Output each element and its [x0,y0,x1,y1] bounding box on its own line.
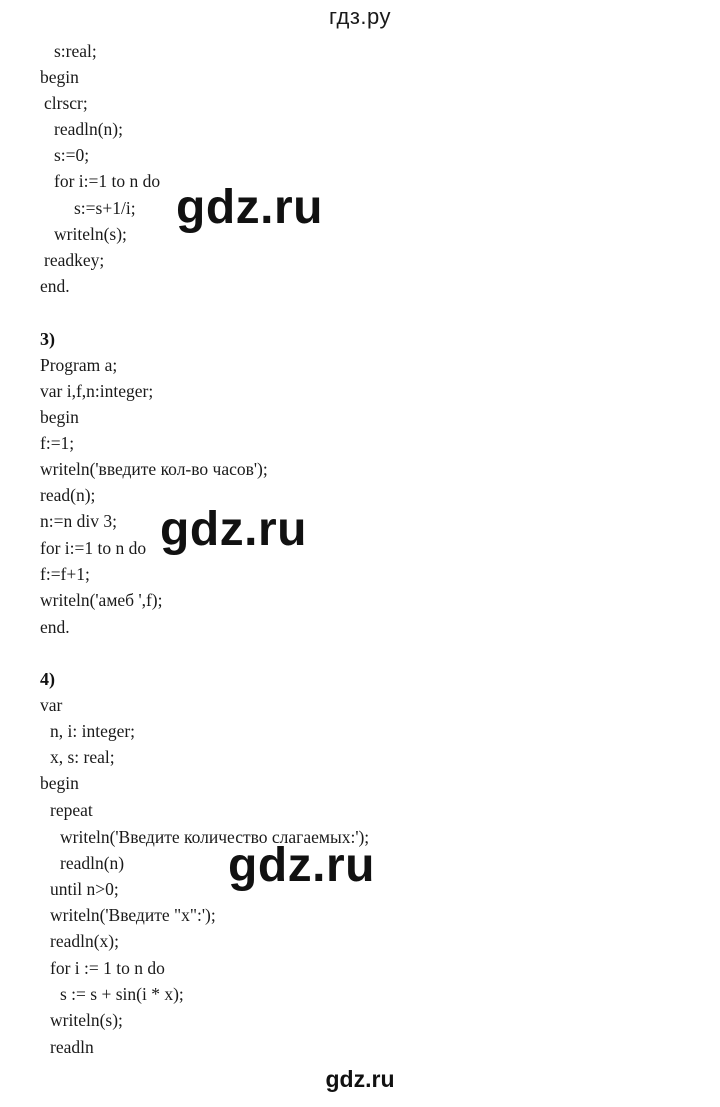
code-line: n:=n div 3; [40,511,117,531]
code-line: for i := 1 to n do [50,958,165,978]
code-line: readln(n) [60,853,125,873]
section-label: 4) [40,669,55,689]
code-line: var [40,695,63,715]
code-line: begin [40,773,79,793]
code-line: repeat [50,800,93,820]
code-line: end. [40,617,70,637]
code-line: s:=s+1/i; [74,198,136,218]
code-line: writeln('Введите количество слагаемых:'); [60,827,370,847]
code-line: x, s: real; [50,747,115,767]
code-line: s:=0; [54,145,90,165]
code-line: readln [50,1037,94,1057]
code-line: var i,f,n:integer; [40,381,154,401]
code-line: f:=f+1; [40,564,90,584]
code-line: writeln(s); [50,1010,123,1030]
code-line: s:real; [54,41,97,61]
code-line: f:=1; [40,433,75,453]
code-line: writeln('амеб ',f); [40,590,163,610]
code-line: readln(x); [50,931,119,951]
code-line: readkey; [44,250,105,270]
code-line: writeln('Введите "x":'); [50,905,216,925]
code-line: end. [40,276,70,296]
watermark: gdz.ru [176,181,323,234]
code-line: for i:=1 to n do [40,538,147,558]
code-line: until n>0; [50,879,119,899]
site-footer: gdz.ru [325,1066,395,1092]
code-line: readln(n); [54,119,123,139]
code-line: writeln('введите кол-во часов'); [40,459,268,479]
code-line: n, i: integer; [50,721,136,741]
site-header: гдз.ру [328,4,392,29]
code-line: clrscr; [44,93,88,113]
watermark: gdz.ru [228,839,375,892]
code-line: writeln(s); [54,224,127,244]
watermark: gdz.ru [160,503,307,556]
code-line: begin [40,67,79,87]
code-line: s := s + sin(i * x); [60,984,184,1004]
code-line: Program a; [40,355,118,375]
code-line: begin [40,407,79,427]
code-line: read(n); [40,485,96,505]
code-line: for i:=1 to n do [54,171,161,191]
section-label: 3) [40,329,55,349]
